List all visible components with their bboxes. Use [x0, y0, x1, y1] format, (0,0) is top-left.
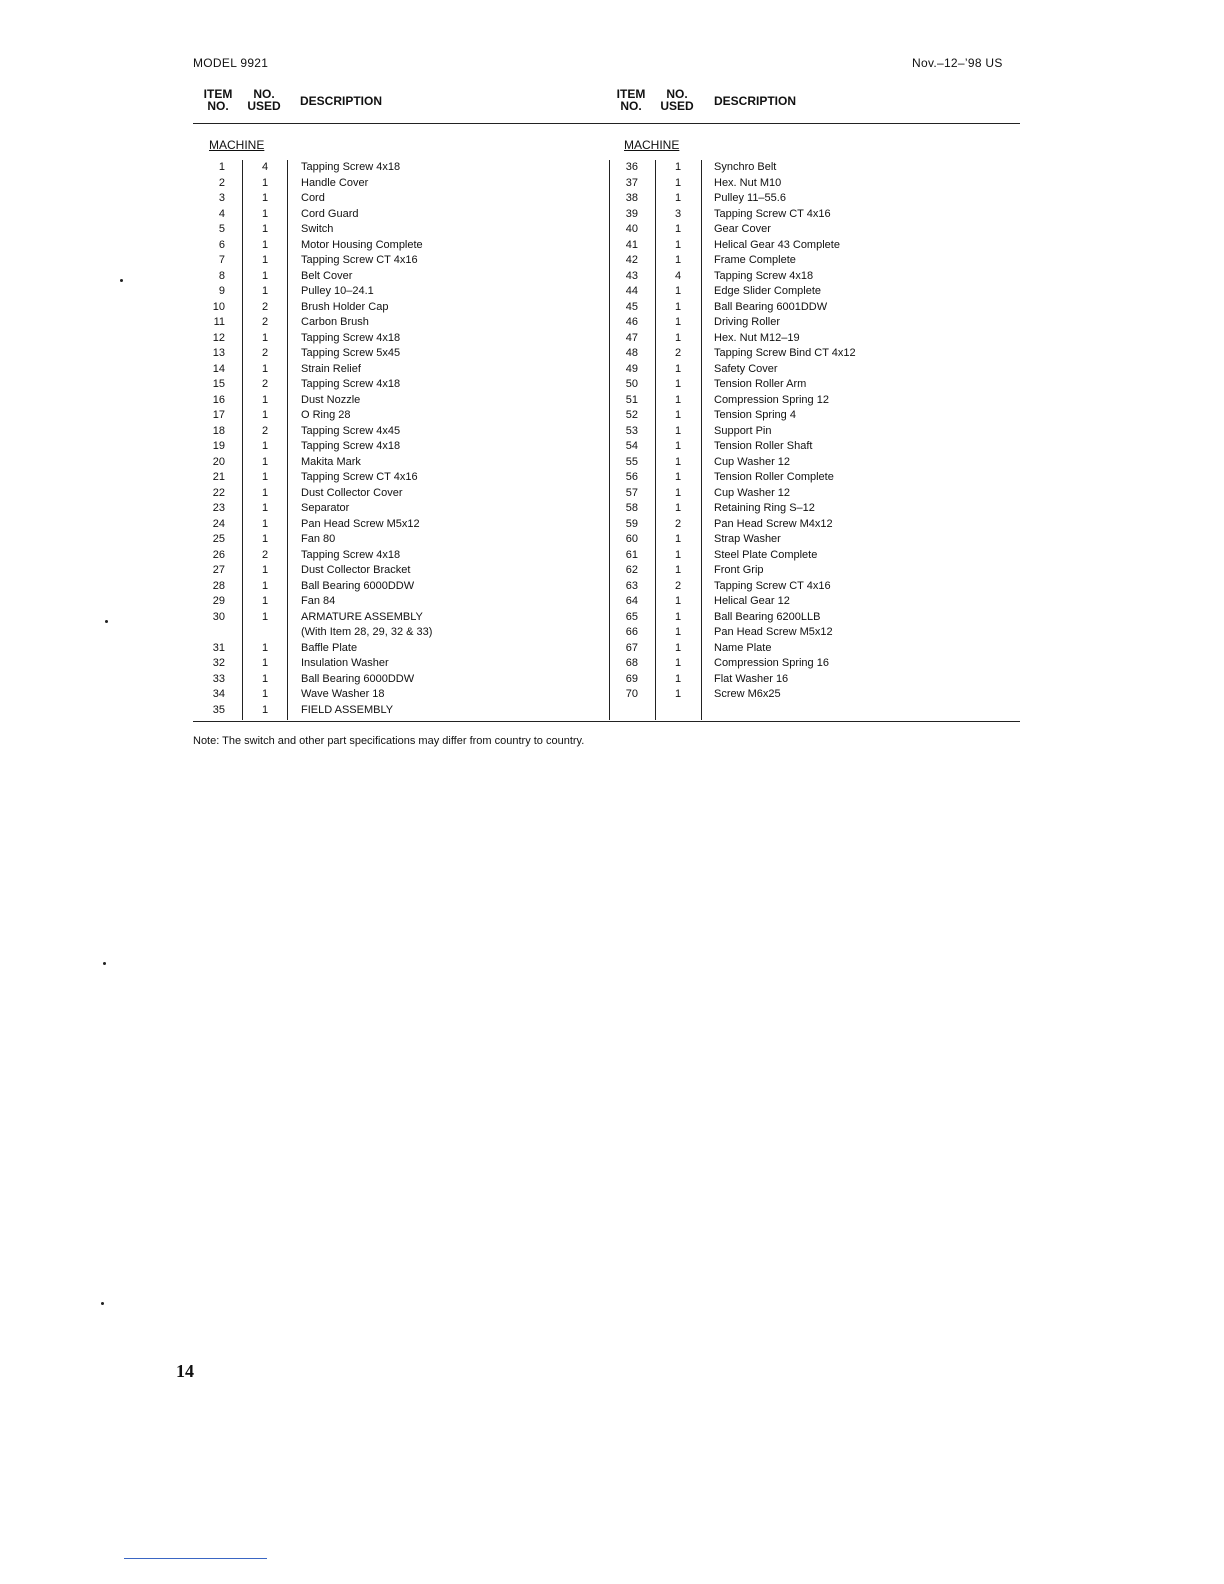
item-number: 9 — [218, 285, 225, 297]
quantity-used: 4 — [261, 161, 269, 173]
item-number: 49 — [625, 362, 638, 375]
quantity-used: 2 — [261, 316, 269, 328]
item-number: 39 — [625, 207, 638, 220]
part-description: Screw M6x25 — [714, 688, 781, 700]
quantity-used: 1 — [261, 486, 269, 499]
item-number: 64 — [625, 595, 638, 607]
part-description: Belt Cover — [301, 269, 353, 282]
item-number: 67 — [625, 641, 638, 654]
item-number: 36 — [625, 161, 638, 173]
item-number: 55 — [625, 455, 638, 468]
item-number: 70 — [625, 688, 638, 700]
item-number: 30 — [212, 610, 225, 623]
quantity-used: 2 — [261, 548, 269, 561]
part-description: Tapping Screw CT 4x16 — [714, 579, 831, 592]
item-number: 38 — [625, 192, 638, 204]
item-number: 17 — [212, 409, 225, 421]
item-number: 31 — [212, 641, 225, 654]
item-number: 1 — [218, 161, 225, 173]
part-description: Pan Head Screw M5x12 — [714, 626, 833, 638]
item-number: 20 — [212, 455, 225, 468]
quantity-used: 1 — [674, 688, 682, 700]
item-number: 12 — [212, 331, 225, 344]
part-description: Cord — [301, 192, 325, 204]
quantity-used: 1 — [261, 223, 269, 235]
item-number: 63 — [625, 579, 638, 592]
item-number: 5 — [218, 223, 225, 235]
col-used-header: NO. USED — [247, 87, 281, 113]
column-divider — [287, 160, 288, 720]
quantity-used: 3 — [674, 207, 682, 220]
quantity-used: 1 — [674, 641, 682, 654]
scan-mark — [101, 1302, 104, 1305]
item-number: 2 — [218, 176, 225, 189]
part-description: Tapping Screw CT 4x16 — [714, 207, 831, 220]
part-description: Helical Gear 12 — [714, 595, 790, 607]
item-number: 41 — [625, 238, 638, 251]
footer-line — [124, 1558, 267, 1559]
quantity-used: 1 — [674, 393, 682, 406]
footer-rule — [193, 721, 1020, 722]
item-number: 57 — [625, 486, 638, 499]
item-number: 66 — [625, 626, 638, 638]
quantity-used: 1 — [261, 688, 269, 700]
item-number: 56 — [625, 471, 638, 483]
part-description: Separator — [301, 502, 350, 514]
quantity-used: 2 — [674, 517, 682, 530]
quantity-used: 4 — [674, 269, 682, 282]
section-label: MACHINE — [209, 138, 265, 152]
quantity-used: 1 — [674, 378, 682, 390]
quantity-used: 1 — [674, 223, 682, 235]
part-description: Tapping Screw 4x18 — [301, 440, 401, 452]
part-description: O Ring 28 — [301, 409, 351, 421]
item-number: 18 — [212, 424, 225, 437]
part-description: Tension Roller Shaft — [714, 440, 813, 452]
quantity-used: 1 — [261, 192, 269, 204]
quantity-used: 1 — [674, 316, 682, 328]
part-description: Hex. Nut M10 — [714, 176, 782, 189]
part-description: Pan Head Screw M4x12 — [714, 517, 833, 530]
part-description: Tapping Screw 4x18 — [714, 269, 814, 282]
part-description: FIELD ASSEMBLY — [301, 703, 394, 716]
quantity-used: 1 — [674, 672, 682, 685]
part-description: Driving Roller — [714, 316, 781, 328]
item-number: 34 — [212, 688, 225, 700]
item-number: 10 — [212, 300, 225, 313]
item-number: 16 — [212, 393, 225, 406]
quantity-used: 2 — [261, 424, 269, 437]
part-description: Retaining Ring S–12 — [714, 502, 815, 514]
quantity-used: 1 — [674, 595, 682, 607]
model-number: MODEL 9921 — [193, 56, 269, 70]
part-description: Steel Plate Complete — [714, 548, 818, 561]
quantity-used: 1 — [261, 331, 269, 344]
scan-mark — [105, 620, 108, 623]
quantity-used: 1 — [674, 254, 682, 266]
quantity-used: 1 — [261, 440, 269, 452]
quantity-used: 2 — [261, 347, 269, 359]
part-description: Tension Spring 4 — [714, 409, 796, 421]
part-description: Pulley 11–55.6 — [714, 192, 786, 204]
column-divider — [701, 160, 702, 720]
section-label: MACHINE — [624, 138, 680, 152]
part-description: Compression Spring 12 — [714, 393, 829, 406]
quantity-used: 1 — [261, 393, 269, 406]
part-description: Ball Bearing 6200LLB — [714, 610, 821, 623]
part-description: Tension Roller Arm — [714, 378, 807, 390]
item-number: 51 — [625, 393, 638, 406]
part-description: Safety Cover — [714, 362, 778, 375]
part-description: Front Grip — [714, 564, 764, 576]
quantity-used: 1 — [674, 626, 682, 638]
part-description: Pulley 10–24.1 — [301, 285, 374, 297]
part-description: Dust Collector Bracket — [301, 564, 411, 576]
item-number: 13 — [212, 347, 225, 359]
item-number: 43 — [625, 269, 638, 282]
quantity-used: 1 — [261, 285, 269, 297]
item-number: 33 — [212, 672, 225, 685]
part-description: Helical Gear 43 Complete — [714, 238, 840, 251]
quantity-used: 2 — [261, 378, 269, 390]
part-description: Ball Bearing 6000DDW — [301, 579, 415, 592]
quantity-used: 1 — [261, 672, 269, 685]
part-description: Tapping Screw 4x18 — [301, 331, 401, 344]
item-number: 50 — [625, 378, 638, 390]
scan-mark — [120, 279, 123, 282]
part-description: Hex. Nut M12–19 — [714, 331, 800, 344]
item-number: 58 — [625, 502, 638, 514]
quantity-used: 1 — [674, 192, 682, 204]
item-number: 35 — [212, 703, 225, 716]
item-number: 26 — [212, 548, 225, 561]
part-description: Wave Washer 18 — [301, 688, 385, 700]
revision-date: Nov.–12–’98 US — [912, 56, 1003, 70]
item-number: 7 — [218, 254, 225, 266]
quantity-used: 2 — [674, 347, 682, 359]
quantity-used: 1 — [261, 533, 269, 545]
col-description-header: DESCRIPTION — [300, 94, 383, 108]
item-number: 48 — [625, 347, 638, 359]
item-number: 37 — [625, 176, 638, 189]
quantity-used: 1 — [261, 610, 269, 623]
quantity-used: 1 — [261, 269, 269, 282]
quantity-used: 1 — [674, 300, 682, 313]
item-number: 23 — [212, 502, 225, 514]
quantity-used: 1 — [261, 641, 269, 654]
part-description: Ball Bearing 6000DDW — [301, 672, 415, 685]
item-number: 62 — [625, 564, 638, 576]
item-number: 3 — [218, 192, 225, 204]
part-description: Insulation Washer — [301, 657, 389, 669]
part-description: (With Item 28, 29, 32 & 33) — [301, 626, 433, 638]
item-number: 61 — [625, 548, 638, 561]
quantity-used: 1 — [674, 502, 682, 514]
item-number: 29 — [212, 595, 225, 607]
item-number: 27 — [212, 564, 225, 576]
quantity-used: 1 — [261, 362, 269, 375]
part-description: Fan 80 — [301, 533, 336, 545]
item-number: 40 — [625, 223, 638, 235]
part-description: Name Plate — [714, 641, 772, 654]
quantity-used: 1 — [261, 238, 269, 251]
quantity-used: 1 — [674, 424, 682, 437]
quantity-used: 1 — [261, 657, 269, 669]
part-description: Tapping Screw 5x45 — [301, 347, 401, 359]
item-number: 65 — [625, 610, 638, 623]
part-description: Dust Collector Cover — [301, 486, 403, 499]
item-number: 19 — [212, 440, 225, 452]
part-description: Makita Mark — [301, 455, 361, 468]
quantity-used: 1 — [674, 610, 682, 623]
quantity-used: 1 — [261, 502, 269, 514]
page-number: 14 — [176, 1361, 194, 1381]
item-number: 24 — [212, 517, 225, 530]
header-rule — [193, 123, 1020, 124]
item-number: 32 — [212, 657, 225, 669]
col-item-header: ITEM NO. — [203, 87, 233, 113]
quantity-used: 1 — [261, 254, 269, 266]
item-number: 45 — [625, 300, 638, 313]
quantity-used: 1 — [674, 471, 682, 483]
item-number: 4 — [218, 207, 225, 220]
part-description: Strap Washer — [714, 533, 781, 545]
item-number: 8 — [218, 269, 225, 282]
quantity-used: 1 — [261, 517, 269, 530]
quantity-used: 1 — [674, 486, 682, 499]
item-number: 14 — [212, 362, 225, 375]
item-number: 68 — [625, 657, 638, 669]
part-description: Brush Holder Cap — [301, 300, 389, 313]
specification-note: Note: The switch and other part specifications may differ from country to country. — [193, 735, 585, 747]
item-number: 11 — [213, 316, 225, 328]
quantity-used: 1 — [674, 548, 682, 561]
quantity-used: 1 — [674, 285, 682, 297]
col-description-header: DESCRIPTION — [714, 94, 797, 108]
quantity-used: 1 — [674, 238, 682, 251]
item-number: 21 — [212, 471, 225, 483]
item-number: 52 — [625, 409, 638, 421]
part-description: Tapping Screw CT 4x16 — [301, 254, 418, 266]
quantity-used: 1 — [261, 595, 269, 607]
quantity-used: 1 — [674, 533, 682, 545]
part-description: Baffle Plate — [301, 641, 358, 654]
item-number: 6 — [218, 238, 225, 251]
quantity-used: 1 — [261, 703, 269, 716]
part-description: Tapping Screw Bind CT 4x12 — [714, 347, 856, 359]
quantity-used: 1 — [261, 471, 269, 483]
part-description: Strain Relief — [301, 362, 361, 375]
item-number: 53 — [625, 424, 638, 437]
part-description: Tapping Screw 4x18 — [301, 161, 401, 173]
part-description: Handle Cover — [301, 176, 369, 189]
item-number: 60 — [625, 533, 638, 545]
quantity-used: 1 — [674, 455, 682, 468]
part-description: Tapping Screw 4x18 — [301, 548, 401, 561]
part-description: Carbon Brush — [301, 316, 369, 328]
quantity-used: 1 — [674, 409, 682, 421]
part-description: Support Pin — [714, 424, 772, 437]
item-number: 54 — [625, 440, 638, 452]
part-description: Cord Guard — [301, 207, 359, 220]
part-description: Edge Slider Complete — [714, 285, 822, 297]
quantity-used: 1 — [261, 176, 269, 189]
part-description: Ball Bearing 6001DDW — [714, 300, 828, 313]
item-number: 44 — [625, 285, 638, 297]
quantity-used: 1 — [261, 455, 269, 468]
part-description: Tapping Screw CT 4x16 — [301, 471, 418, 483]
col-item-header: ITEM NO. — [616, 87, 646, 113]
part-description: Cup Washer 12 — [714, 455, 791, 468]
item-number: 42 — [625, 254, 638, 266]
part-description: Dust Nozzle — [301, 393, 361, 406]
item-number: 47 — [625, 331, 638, 344]
part-description: Tapping Screw 4x45 — [301, 424, 401, 437]
quantity-used: 2 — [674, 579, 682, 592]
item-number: 69 — [625, 672, 638, 685]
quantity-used: 1 — [261, 579, 269, 592]
quantity-used: 1 — [674, 331, 682, 344]
item-number: 28 — [212, 579, 225, 592]
part-description: Compression Spring 16 — [714, 657, 829, 669]
part-description: Switch — [301, 223, 334, 235]
part-description: Motor Housing Complete — [301, 238, 423, 251]
quantity-used: 1 — [674, 176, 682, 189]
part-description: ARMATURE ASSEMBLY — [301, 610, 423, 623]
quantity-used: 1 — [261, 564, 269, 576]
item-number: 59 — [625, 517, 638, 530]
part-description: Cup Washer 12 — [714, 486, 791, 499]
part-description: Flat Washer 16 — [714, 672, 789, 685]
quantity-used: 1 — [261, 409, 269, 421]
quantity-used: 2 — [261, 300, 269, 313]
item-number: 25 — [212, 533, 225, 545]
part-description: Tension Roller Complete — [714, 471, 834, 483]
quantity-used: 1 — [674, 161, 682, 173]
part-description: Frame Complete — [714, 254, 796, 266]
quantity-used: 1 — [674, 657, 682, 669]
quantity-used: 1 — [674, 362, 682, 375]
part-description: Synchro Belt — [714, 161, 777, 173]
part-description: Gear Cover — [714, 223, 771, 235]
scan-mark — [103, 962, 106, 965]
item-number: 15 — [212, 378, 225, 390]
item-number: 22 — [212, 486, 225, 499]
part-description: Tapping Screw 4x18 — [301, 378, 401, 390]
item-number: 46 — [625, 316, 638, 328]
part-description: Pan Head Screw M5x12 — [301, 517, 420, 530]
part-description: Fan 84 — [301, 595, 336, 607]
quantity-used: 1 — [261, 207, 269, 220]
col-used-header: NO. USED — [660, 87, 694, 113]
quantity-used: 1 — [674, 440, 682, 452]
quantity-used: 1 — [674, 564, 682, 576]
